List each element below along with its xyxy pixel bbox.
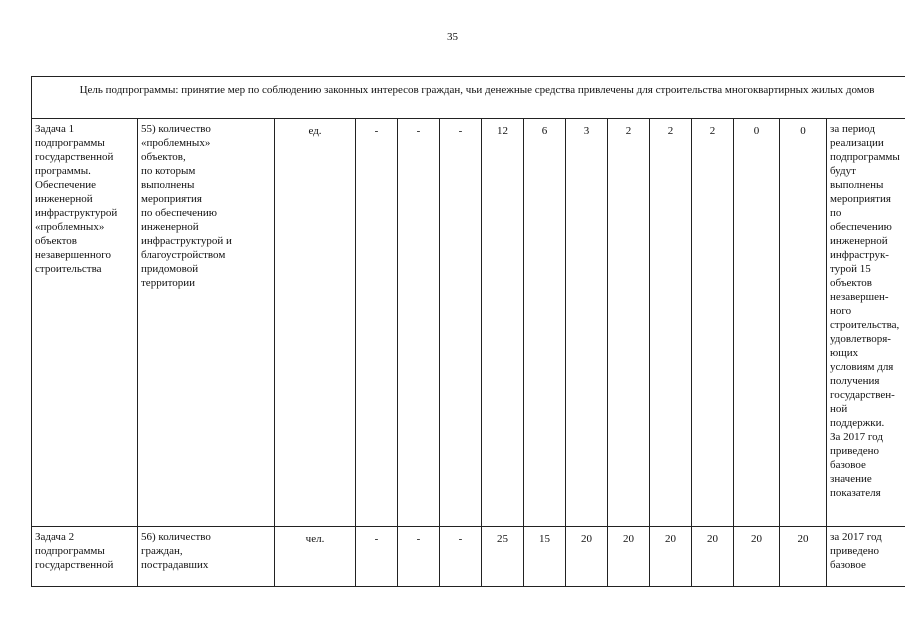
goal-row [32,77,905,119]
value-cell: 25 [482,527,524,587]
value-cell: - [356,527,398,587]
goal-cell: Цель подпрограммы: принятие мер по соблюдению законных интересов граждан, чьи денежные средства привлечены для строительства многоквартирных жилых домов [32,77,905,119]
unit-cell: ед. [275,119,356,527]
indicator-cell: 56) количество граждан, пострадавших [138,527,275,587]
indicator-cell: 55) количество «проблемных» объектов, по которым выполнены мероприятия по обеспечению инженерной инфраструктурой и благоустройством придомовой территории [138,119,275,527]
unit-cell: чел. [275,527,356,587]
value-cell: - [398,119,440,527]
table-row [32,119,905,527]
value-cell: 6 [524,119,566,527]
value-cell: 20 [692,527,734,587]
table-row [32,527,905,587]
value-cell: 3 [566,119,608,527]
value-cell: - [440,527,482,587]
value-cell: 20 [650,527,692,587]
note-cell: за период реализации подпрограммы будут выполнены мероприятия по обеспечению инженерной инфраструк- турой 15 объектов незавершен- ного строительства, удовлетворя- ющих условиям для получения государствен- ной поддержки. За 2017 год приведено базовое значение показателя [827,119,905,527]
task-cell: Задача 1 подпрограммы государственной программы. Обеспечение инженерной инфраструктурой «проблемных» объектов незавершенного строительства [32,119,138,527]
note-cell: за 2017 год приведено базовое [827,527,905,587]
value-cell: 20 [566,527,608,587]
value-cell: 12 [482,119,524,527]
value-cell: 20 [734,527,780,587]
value-cell: 2 [692,119,734,527]
value-cell: 0 [734,119,780,527]
value-cell: 2 [608,119,650,527]
value-cell: 15 [524,527,566,587]
value-cell: 2 [650,119,692,527]
value-cell: 20 [780,527,827,587]
value-cell: 20 [608,527,650,587]
value-cell: - [356,119,398,527]
task-cell: Задача 2 подпрограммы государственной [32,527,138,587]
value-cell: - [398,527,440,587]
value-cell: 0 [780,119,827,527]
page-number: 35 [447,31,458,43]
indicators-table [31,76,905,587]
value-cell: - [440,119,482,527]
